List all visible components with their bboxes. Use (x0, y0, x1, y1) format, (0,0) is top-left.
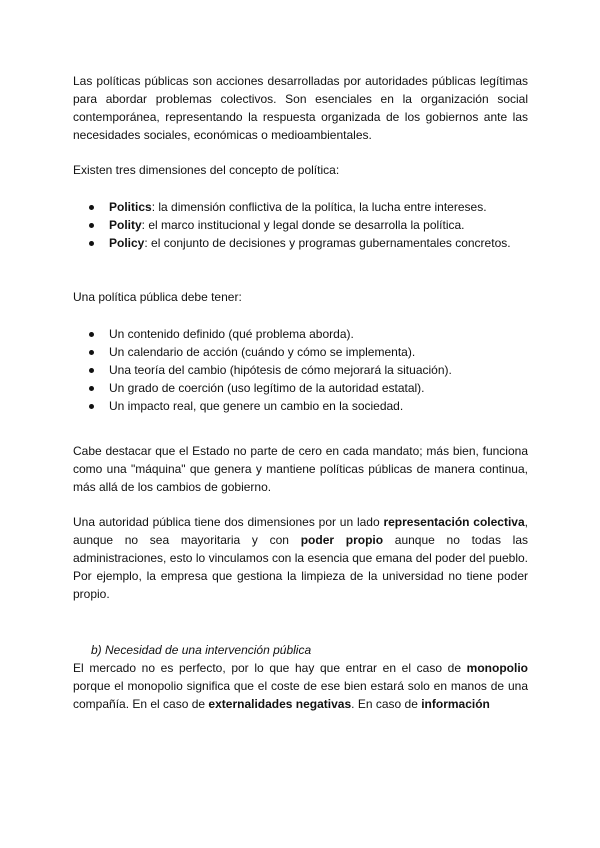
dimensions-intro: Existen tres dimensiones del concepto de política: (73, 163, 340, 177)
bullet-icon (89, 350, 94, 355)
document-page (73, 72, 528, 713)
bullet-icon (89, 404, 94, 409)
text-run: , aunque no sea mayoritaria y con (73, 515, 528, 547)
list-item (73, 198, 528, 216)
requirement-text: Un impacto real, que genere un cambio en la sociedad. (109, 399, 404, 413)
authority-paragraph (73, 513, 528, 603)
list-item (73, 397, 528, 415)
text-run: Una autoridad pública tiene dos dimensiones por un lado (73, 515, 384, 529)
bold-term: monopolio (466, 661, 528, 675)
text-run: aunque no todas las administraciones, esto lo vinculamos con la esencia que emana del poder del pueblo. Por ejemplo, la empresa que gestiona la limpieza de la universidad no tiene poder propio. (73, 533, 528, 601)
list-item (73, 234, 528, 252)
dimensions-list (73, 198, 528, 252)
list-item (73, 379, 528, 397)
bullet-icon (89, 241, 94, 246)
term-politics: Politics (109, 200, 152, 214)
text-run: porque el monopolio significa que el coste de ese bien estará solo en manos de una compañía. En el caso de (73, 679, 528, 711)
bullet-icon (89, 386, 94, 391)
requirement-text: Una teoría del cambio (hipótesis de cómo mejorará la situación). (109, 363, 452, 377)
bold-term: información (421, 697, 490, 711)
bullet-icon (89, 223, 94, 228)
requirements-intro: Una política pública debe tener: (73, 290, 242, 304)
requirement-text: Un grado de coerción (uso legítimo de la autoridad estatal). (109, 381, 425, 395)
term-definition: : el conjunto de decisiones y programas gubernamentales concretos. (144, 236, 511, 250)
list-item (73, 325, 528, 343)
list-item (73, 216, 528, 234)
term-policy: Policy (109, 236, 145, 250)
bold-term: poder propio (300, 533, 384, 547)
state-paragraph: Cabe destacar que el Estado no parte de cero en cada mandato; más bien, funciona como una "máquina" que genera y mantiene políticas públicas de manera continua, más allá de los cambios de gobierno. (73, 444, 528, 494)
requirement-text: Un contenido definido (qué problema aborda). (109, 327, 354, 341)
requirement-text: Un calendario de acción (cuándo y cómo se implementa). (109, 345, 416, 359)
bold-term: externalidades negativas (208, 697, 352, 711)
section-b-heading: b) Necesidad de una intervención pública (91, 643, 312, 657)
requirements-list (73, 325, 528, 415)
term-polity: Polity (109, 218, 142, 232)
term-definition: : la dimensión conflictiva de la política, la lucha entre intereses. (151, 200, 487, 214)
bullet-icon (89, 205, 94, 210)
market-paragraph (73, 659, 528, 713)
bullet-icon (89, 368, 94, 373)
list-item (73, 361, 528, 379)
text-run: El mercado no es perfecto, por lo que hay que entrar en el caso de (73, 661, 467, 675)
intro-paragraph: Las políticas públicas son acciones desarrolladas por autoridades públicas legítimas para abordar problemas colectivos. Son esenciales en la organización social contemporánea, representando la respuesta organizada de los gobiernos ante las necesidades sociales, económicas o medioambientales. (73, 74, 528, 142)
bold-term: representación colectiva (383, 515, 525, 529)
text-run: . En caso de (351, 697, 422, 711)
bullet-icon (89, 332, 94, 337)
list-item (73, 343, 528, 361)
term-definition: : el marco institucional y legal donde se desarrolla la política. (141, 218, 465, 232)
